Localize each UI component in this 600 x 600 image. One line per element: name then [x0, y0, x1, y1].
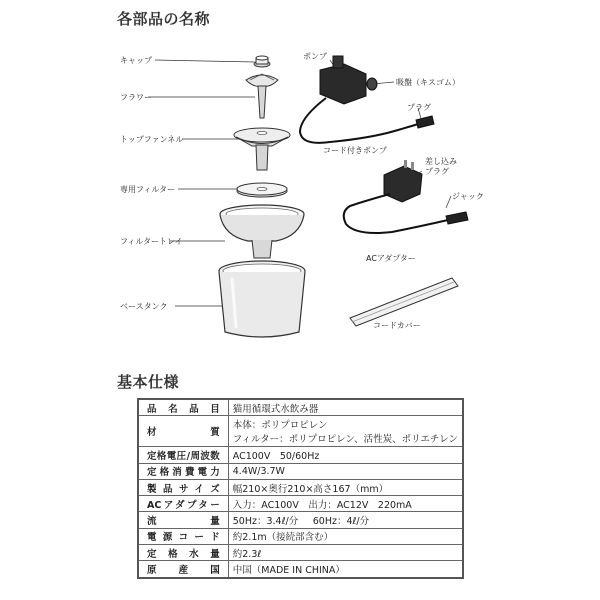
spec-value	[228, 416, 463, 447]
table-row	[138, 399, 463, 416]
filter-illustration	[237, 183, 287, 197]
base-tank-illustration	[219, 261, 305, 337]
label-plug: プラグ	[407, 103, 431, 112]
table-row	[138, 528, 463, 544]
table-row	[138, 545, 463, 561]
spec-value: 幅210×奥行210×高さ167（mm）	[228, 479, 463, 495]
spec-value: 約2.3ℓ	[228, 545, 463, 561]
spec-value: AC100V 50/60Hz	[228, 447, 463, 463]
label-suction-cup: 吸盤（キスゴム）	[396, 78, 460, 87]
cord-cover-illustration	[350, 278, 458, 326]
section-title-parts: 各部品の名称	[117, 10, 211, 28]
label-filter-tray: フィルタートレイ	[120, 237, 183, 246]
table-row	[138, 561, 463, 578]
spec-value: 中国（MADE IN CHINA）	[228, 561, 463, 578]
spec-label: 電源コード	[138, 528, 228, 544]
spec-value: 猫用循環式水飲み器	[228, 399, 463, 416]
spec-value: 約2.1m（接続部含む）	[228, 528, 463, 544]
spec-table	[137, 398, 464, 579]
spec-value-50hz: 50Hz：3.4ℓ/分	[232, 516, 299, 528]
spec-value-line: フィルター：ポリプロピレン、活性炭、ポリエチレン	[232, 434, 458, 446]
spec-label: 原産国	[138, 561, 228, 578]
spec-value-line: 本体：ポリプロピレン	[232, 420, 328, 432]
label-insert-plug-2: プラグ	[425, 167, 449, 176]
spec-label: 定格電圧/周波数	[138, 447, 228, 463]
label-jack: ジャック	[452, 192, 484, 201]
corded-pump-illustration	[300, 56, 434, 143]
table-row	[138, 447, 463, 463]
section-title-specs: 基本仕様	[117, 373, 180, 391]
label-filter: 専用フィルター	[120, 185, 176, 194]
table-row	[138, 512, 463, 528]
top-funnel-illustration	[234, 128, 290, 170]
table-row	[138, 479, 463, 495]
label-pump: ポンプ	[303, 52, 327, 61]
ac-adapter-illustration	[344, 160, 468, 233]
label-top-funnel: トップファンネル	[120, 135, 184, 144]
filter-tray-illustration	[220, 205, 304, 258]
spec-value-60hz: 60Hz：4ℓ/分	[312, 516, 370, 528]
spec-label: ACアダプター	[138, 496, 228, 512]
spec-label: 製品サイズ	[138, 479, 228, 495]
cap-illustration	[254, 56, 270, 67]
spec-label: 定格水量	[138, 545, 228, 561]
label-corded-pump: コード付きポンプ	[323, 146, 387, 155]
spec-label: 品名品目	[138, 399, 228, 416]
label-flower: フラワー	[120, 93, 152, 102]
table-row	[138, 496, 463, 512]
label-cap: キャップ	[120, 56, 152, 65]
spec-value: 入力：AC100V 出力：AC12V 220mA	[228, 496, 463, 512]
spec-value	[228, 512, 463, 528]
spec-value: 4.4W/3.7W	[228, 463, 463, 479]
label-insert-plug-1: 差し込み	[425, 157, 457, 166]
table-row	[138, 463, 463, 479]
spec-label: 材質	[138, 416, 228, 447]
label-ac-adapter: ACアダプター	[366, 254, 416, 263]
spec-label: 流量	[138, 512, 228, 528]
label-base-tank: ベースタンク	[120, 302, 168, 311]
table-row	[138, 416, 463, 447]
spec-label: 定格消費電力	[138, 463, 228, 479]
flower-illustration	[246, 74, 278, 118]
label-cord-cover: コードカバー	[373, 321, 421, 330]
